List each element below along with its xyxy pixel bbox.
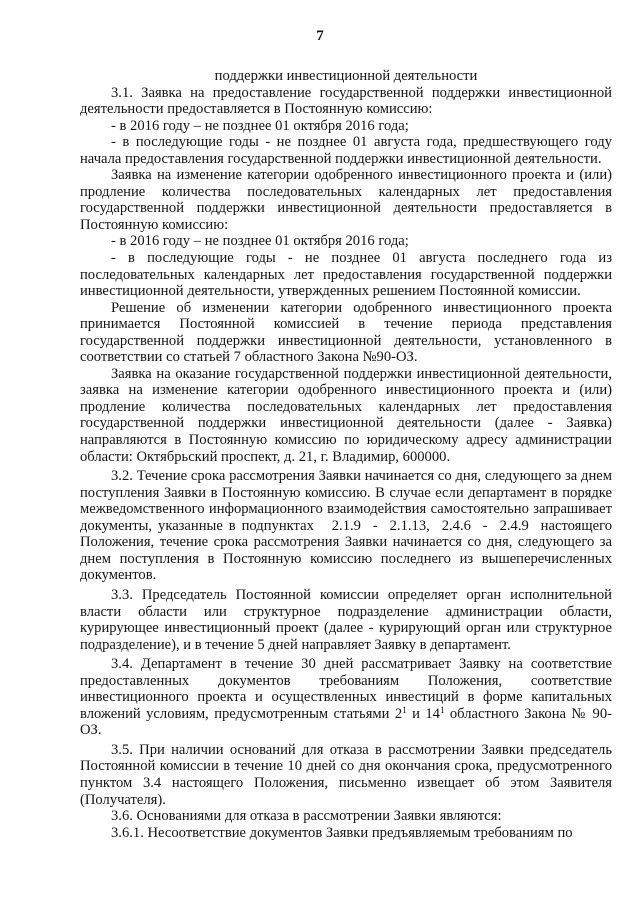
paragraph-3-2: 3.2. Течение срока рассмотрения Заявки начинается со дня, следующего за днем поступления Заявки в Постоянную комиссию. В случае если департамент в порядке межведомственного информационного взаимодействия самостоятельно запрашивает документы, указанные в подпунктах 2.1.9 - 2.1.13, 2.4.6 - 2.4.9 настоящего Положения, течение срока рассмотрения Заявки начинается со дня, следующего за днем поступления в Постоянную комиссию последнего из вышеперечисленных документов. [80, 468, 616, 584]
paragraph-deadline-following-years-second: - в последующие годы - не позднее 01 августа последнего года из последовательных календарных лет предоставления государственной поддержки инвестиционной деятельности, утвержденных решением Постоянной комиссии. [80, 250, 612, 300]
superscript-article-14: 1 [439, 704, 445, 715]
section-heading: поддержки инвестиционной деятельности [214, 68, 478, 84]
paragraph-3-4 [80, 656, 612, 739]
paragraph-category-decision: Решение об изменении категории одобренного инвестиционного проекта принимается Постоянной комиссией в течение периода представления государственной поддержки инвестиционной деятельности, установленного в соответствии со статьей 7 областного Закона №90-ОЗ. [80, 299, 612, 366]
paragraph-category-change-request: Заявка на изменение категории одобренного инвестиционного проекта и (или) продление количества последовательных календарных лет предоставления государственной поддержки инвестиционной деятельности предоставляется в Постоянную комиссию: [80, 167, 612, 233]
paragraph-3-4-text-a: 3.4. Департамент в течение 30 дней рассматривает Заявку на соответствие предоставленных документов требованиям Положения, соответствие инвестиционного проекта и осуществленных инвестиций в форме капитальных вложений условиям, предусмотренным статьями 2 [80, 656, 612, 722]
paragraph-3-4-text-c: областного Закона № 90-ОЗ. [80, 705, 612, 739]
superscript-article-2: 1 [402, 704, 407, 715]
paragraph-deadline-2016: - в 2016 году – не позднее 01 октября 2016 года; [111, 117, 409, 134]
paragraph-3-3: 3.3. Председатель Постоянной комиссии определяет орган исполнительной власти области или структурное подразделение администрации области, курирующее инвестиционный проект (далее - курирующий орган или структурное подразделение), и в течение 5 дней направляет Заявку в департамент. [80, 586, 612, 653]
paragraph-deadline-following-years: - в последующие годы - не позднее 01 августа года, предшествующего году начала предоставления государственной поддержки инвестиционной деятельности. [80, 134, 612, 167]
paragraph-deadline-2016-second: - в 2016 году – не позднее 01 октября 2016 года; [111, 233, 409, 250]
page-number: 7 [316, 28, 324, 44]
paragraph-3-4-text-b: и 14 [406, 705, 440, 722]
paragraph-3-6: 3.6. Основаниями для отказа в рассмотрении Заявки являются: [111, 808, 502, 825]
paragraph-request-address: Заявка на оказание государственной поддержки инвестиционной деятельности, заявка на изменение категории одобренного инвестиционного проекта и (или) продление количества последовательных календарных лет предоставления государственной поддержки инвестиционной деятельности (далее - Заявка) направляются в Постоянную комиссию по юридическому адресу администрации области: Октябрьский проспект, д. 21, г. Владимир, 600000. [80, 365, 612, 465]
document-body [80, 68, 616, 841]
paragraph-3-6-1: 3.6.1. Несоответствие документов Заявки предъявляемым требованиям по [111, 824, 573, 841]
paragraph-3-1: 3.1. Заявка на предоставление государственной поддержки инвестиционной деятельности предоставляется в Постоянную комиссию: [80, 84, 612, 118]
paragraph-3-5: 3.5. При наличии оснований для отказа в рассмотрении Заявки председатель Постоянной комиссии в течение 10 дней со дня окончания срока, предусмотренного пунктом 3.4 настоящего Положения, письменно извещает об этом Заявителя (Получателя). [80, 741, 612, 808]
